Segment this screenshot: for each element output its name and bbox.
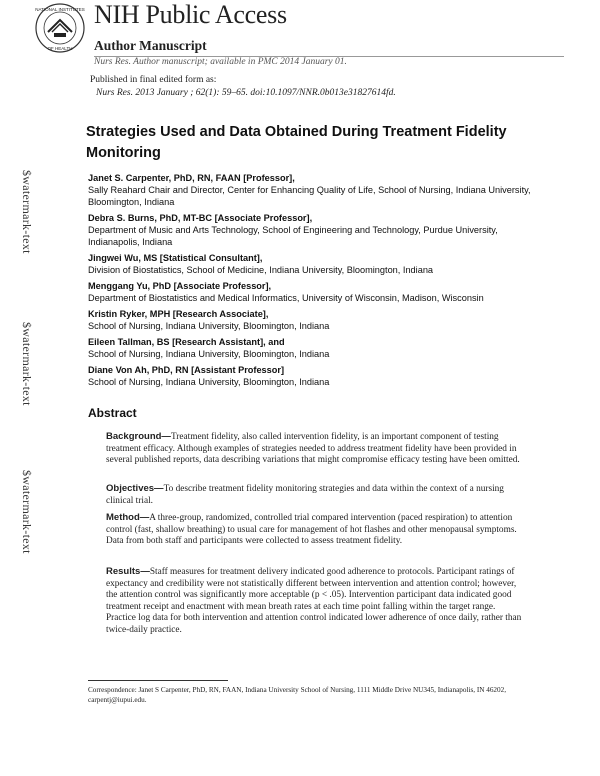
- author-name: Kristin Ryker, MPH [Research Associate],: [88, 309, 269, 319]
- section-text: To describe treatment fidelity monitoring strategies and data within the context of a nursing clinical trial.: [106, 484, 504, 506]
- section-label: Results—: [106, 566, 150, 577]
- section-text: Staff measures for treatment delivery indicated good adherence to protocols. Participant ratings of expectancy and credibility were not statistically different between intervention and attention control; however, the attention control was significantly more acceptable (p < .05). Intervention participant data indicated good treatment receipt and enactment with mean breath rates at each time point falling within the target range. Practice log data for both intervention and attention control indicated lower adherence of once daily, rather than twice-daily practice.: [106, 567, 522, 635]
- author-entry: [88, 308, 548, 332]
- author-affiliation: School of Nursing, Indiana University, Bloomington, Indiana: [88, 321, 330, 331]
- section-label: Background—: [106, 431, 171, 442]
- citation-text: Nurs Res. 2013 January ; 62(1): 59–65. doi:10.1097/NNR.0b013e31827614fd.: [96, 87, 396, 98]
- nih-public-access-title: NIH Public Access: [94, 0, 287, 29]
- svg-text:NATIONAL INSTITUTES: NATIONAL INSTITUTES: [35, 7, 85, 12]
- author-entry: [88, 212, 548, 248]
- author-entry: [88, 336, 548, 360]
- author-manuscript-label: Author Manuscript: [94, 38, 207, 53]
- watermark-1: $watermark-text: [20, 170, 34, 254]
- section-label: Method—: [106, 512, 150, 523]
- header-rule: [94, 56, 564, 57]
- publication-info: [90, 74, 396, 99]
- author-affiliation: Division of Biostatistics, School of Medicine, Indiana University, Bloomington, Indiana: [88, 265, 434, 275]
- author-name: Jingwei Wu, MS [Statistical Consultant],: [88, 253, 263, 263]
- section-text: Treatment fidelity, also called intervention fidelity, is an important component of testing treatment efficacy. Although examples of strategies needed to address treatment fidelity have been provided in several published reports, data describing variations that might compromise efficacy testing have been omitted.: [106, 432, 520, 466]
- citation: [90, 87, 396, 100]
- author-entry: [88, 364, 548, 388]
- author-entry: [88, 252, 548, 276]
- author-name: Diane Von Ah, PhD, RN [Assistant Professor]: [88, 365, 285, 375]
- author-affiliation: School of Nursing, Indiana University, Bloomington, Indiana: [88, 349, 330, 359]
- abstract-background: [106, 431, 526, 467]
- correspondence-footnote: Correspondence: Janet S Carpenter, PhD, RN, FAAN, Indiana University School of Nursing, 1111 Middle Drive NU345, Indianapolis, IN 46202, carpentj@iupui.edu.: [88, 686, 506, 704]
- availability-note: Nurs Res. Author manuscript; available in PMC 2014 January 01.: [94, 57, 347, 67]
- watermark-2: $watermark-text: [20, 322, 34, 406]
- abstract-method: [106, 512, 526, 548]
- author-list: [88, 172, 548, 392]
- nih-seal-logo: [34, 2, 86, 54]
- author-affiliation: Department of Biostatistics and Medical Informatics, University of Wisconsin, Madison, Wisconsin: [88, 293, 484, 303]
- section-text: A three-group, randomized, controlled trial compared intervention (paced respiration) to attention control (fast, shallow breathing) to usual care for management of hot flashes and other menopausal symptoms. Data from both staff and participants were collected to assess treatment fidelity.: [106, 513, 517, 547]
- author-name: Debra S. Burns, PhD, MT-BC [Associate Professor],: [88, 213, 313, 223]
- watermark-3: $watermark-text: [20, 470, 34, 554]
- nih-header: [34, 0, 574, 72]
- author-entry: [88, 172, 548, 208]
- author-affiliation: Sally Reahard Chair and Director, Center for Enhancing Quality of Life, School of Nursing, Indiana University, Bloomington, Indiana: [88, 185, 531, 207]
- author-name: Janet S. Carpenter, PhD, RN, FAAN [Professor],: [88, 173, 295, 183]
- article-title: Strategies Used and Data Obtained During Treatment Fidelity Monitoring: [86, 124, 507, 161]
- footnote-rule: [88, 680, 228, 681]
- author-affiliation: Department of Music and Arts Technology, School of Engineering and Technology, Purdue University, Indianapolis, Indiana: [88, 225, 498, 247]
- abstract-objectives: [106, 483, 526, 507]
- author-affiliation: School of Nursing, Indiana University, Bloomington, Indiana: [88, 377, 330, 387]
- published-label: Published in final edited form as:: [90, 75, 217, 85]
- abstract-heading: Abstract: [88, 406, 137, 420]
- abstract-results: [106, 566, 526, 637]
- svg-text:OF HEALTH: OF HEALTH: [47, 46, 73, 51]
- author-name: Menggang Yu, PhD [Associate Professor],: [88, 281, 272, 291]
- section-label: Objectives—: [106, 483, 164, 494]
- author-entry: [88, 280, 548, 304]
- author-name: Eileen Tallman, BS [Research Assistant], and: [88, 337, 285, 347]
